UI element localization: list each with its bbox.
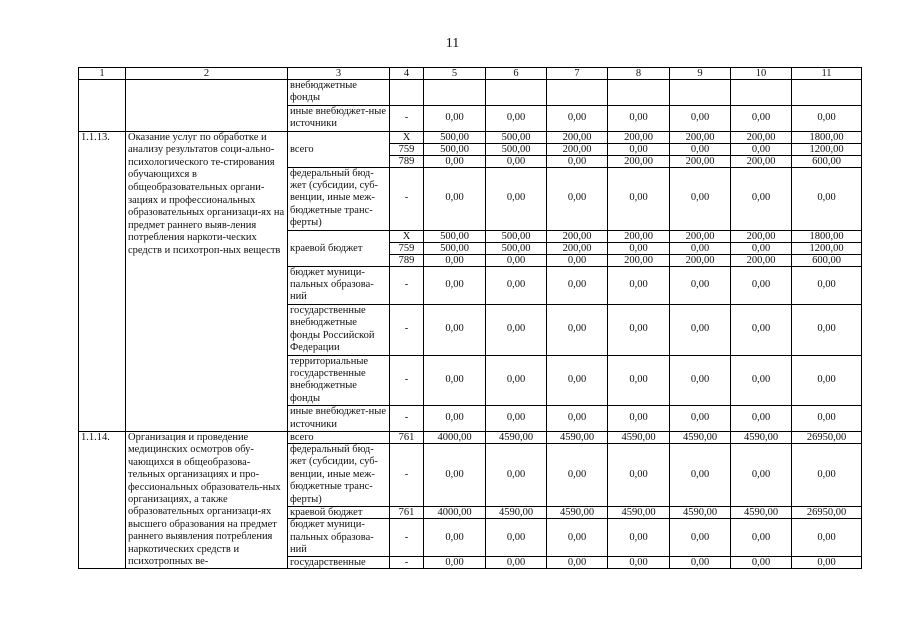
value-cell: 200,00 (547, 131, 608, 143)
value-cell: 0,00 (547, 155, 608, 167)
funding-source: иные внебюджет-ные источники (288, 105, 390, 131)
funding-source: иные внебюджет-ные источники (288, 406, 390, 432)
row-name: Организация и проведение медицинских осмотров обу-чающихся в общеобразова-тельных организациях и про-фессиональных образователь-ных организациях, а также образовательных организаци-ях высшего образования на предмет раннего выявления потребления наркотических средств и психотропных ве- (126, 431, 288, 568)
value-cell: 0,00 (608, 406, 670, 432)
value-cell: 4000,00 (424, 507, 486, 519)
value-cell: 0,00 (792, 557, 862, 569)
value-cell: 0,00 (608, 304, 670, 355)
value-cell: 0,00 (608, 443, 670, 506)
row-col4: - (390, 557, 424, 569)
value-cell: 200,00 (670, 230, 731, 242)
value-cell: 4590,00 (608, 507, 670, 519)
value-cell: 0,00 (670, 406, 731, 432)
value-cell: 26950,00 (792, 431, 862, 443)
value-cell: 0,00 (486, 105, 547, 131)
value-cell: 0,00 (792, 105, 862, 131)
row-col4: 761 (390, 507, 424, 519)
value-cell: 0,00 (670, 519, 731, 557)
value-cell: 0,00 (608, 105, 670, 131)
value-cell: 4590,00 (670, 507, 731, 519)
value-cell (608, 80, 670, 106)
value-cell: 200,00 (731, 131, 792, 143)
header-cell: 9 (670, 68, 731, 80)
value-cell: 1200,00 (792, 242, 862, 254)
value-cell: 0,00 (731, 167, 792, 230)
value-cell: 1200,00 (792, 143, 862, 155)
value-cell: 4590,00 (486, 431, 547, 443)
value-cell: 0,00 (547, 519, 608, 557)
value-cell: 0,00 (731, 406, 792, 432)
value-cell: 0,00 (486, 443, 547, 506)
value-cell: 0,00 (424, 266, 486, 304)
value-cell: 0,00 (608, 557, 670, 569)
value-cell: 0,00 (486, 519, 547, 557)
row-code: 1.1.14. (79, 431, 126, 568)
value-cell: 0,00 (486, 167, 547, 230)
value-cell: 0,00 (424, 105, 486, 131)
value-cell: 0,00 (424, 254, 486, 266)
value-cell: 200,00 (670, 155, 731, 167)
funding-source: внебюджетные фонды (288, 80, 390, 106)
value-cell: 200,00 (670, 131, 731, 143)
funding-source: краевой бюджет (288, 230, 390, 266)
funding-source: федеральный бюд-жет (субсидии, суб-венции, иные меж-бюджетные транс-ферты) (288, 443, 390, 506)
row-col4: - (390, 167, 424, 230)
value-cell: 200,00 (670, 254, 731, 266)
page-number: 11 (445, 36, 460, 51)
row-col4: - (390, 105, 424, 131)
value-cell: 200,00 (731, 254, 792, 266)
value-cell: 200,00 (731, 230, 792, 242)
value-cell: 0,00 (792, 167, 862, 230)
value-cell: 0,00 (486, 406, 547, 432)
value-cell: 0,00 (547, 355, 608, 406)
row-col4: - (390, 304, 424, 355)
funding-source: краевой бюджет (288, 507, 390, 519)
row-col4: 761 (390, 431, 424, 443)
value-cell: 200,00 (608, 230, 670, 242)
value-cell: 1800,00 (792, 131, 862, 143)
row-col4: - (390, 266, 424, 304)
value-cell: 0,00 (670, 557, 731, 569)
header-cell: 2 (126, 68, 288, 80)
value-cell: 500,00 (486, 131, 547, 143)
value-cell (547, 80, 608, 106)
header-cell: 4 (390, 68, 424, 80)
value-cell: 500,00 (424, 143, 486, 155)
value-cell: 0,00 (547, 406, 608, 432)
value-cell: 0,00 (424, 443, 486, 506)
value-cell: 0,00 (424, 355, 486, 406)
value-cell: 0,00 (792, 443, 862, 506)
row-name (126, 80, 288, 132)
row-name: Оказание услуг по обработке и анализу результатов соци-ально-психологического те-стирования обучающихся в общеобразовательных органи-зациях и профессиональных образовательных организаци-ях на предмет раннего выяв-ления потребления наркоти-ческих средств и психотроп-ных веществ (126, 131, 288, 431)
value-cell: 0,00 (731, 355, 792, 406)
funding-source: государственные внебюджетные фонды Российской Федерации (288, 304, 390, 355)
table-row (79, 80, 862, 106)
value-cell: 0,00 (608, 355, 670, 406)
header-cell: 7 (547, 68, 608, 80)
value-cell: 500,00 (486, 242, 547, 254)
value-cell: 500,00 (486, 143, 547, 155)
value-cell: 4590,00 (547, 507, 608, 519)
value-cell: 0,00 (731, 304, 792, 355)
row-col4: - (390, 443, 424, 506)
row-col4: 759 (390, 242, 424, 254)
value-cell: 200,00 (547, 242, 608, 254)
value-cell: 0,00 (547, 266, 608, 304)
value-cell: 0,00 (670, 443, 731, 506)
header-cell: 6 (486, 68, 547, 80)
header-cell: 11 (792, 68, 862, 80)
row-code (79, 80, 126, 132)
value-cell: 0,00 (670, 143, 731, 155)
value-cell (731, 80, 792, 106)
value-cell: 500,00 (424, 230, 486, 242)
funding-source: бюджет муници-пальных образова-ний (288, 266, 390, 304)
value-cell: 0,00 (424, 557, 486, 569)
value-cell: 500,00 (486, 230, 547, 242)
value-cell: 0,00 (424, 155, 486, 167)
header-row (79, 68, 862, 80)
value-cell: 26950,00 (792, 507, 862, 519)
row-col4: - (390, 355, 424, 406)
value-cell: 0,00 (670, 167, 731, 230)
funding-source: всего (288, 431, 390, 443)
value-cell (486, 80, 547, 106)
row-col4: - (390, 519, 424, 557)
value-cell: 200,00 (608, 131, 670, 143)
budget-table (78, 67, 862, 569)
value-cell: 0,00 (608, 167, 670, 230)
row-col4 (390, 80, 424, 106)
value-cell: 0,00 (792, 406, 862, 432)
value-cell: 0,00 (486, 304, 547, 355)
value-cell: 0,00 (486, 266, 547, 304)
value-cell: 0,00 (547, 105, 608, 131)
header-cell: 5 (424, 68, 486, 80)
value-cell: 0,00 (731, 443, 792, 506)
value-cell: 0,00 (792, 304, 862, 355)
value-cell: 0,00 (547, 557, 608, 569)
value-cell: 0,00 (547, 443, 608, 506)
funding-source: всего (288, 131, 390, 167)
value-cell: 200,00 (547, 230, 608, 242)
value-cell: 4590,00 (486, 507, 547, 519)
value-cell: 0,00 (424, 519, 486, 557)
header-cell: 3 (288, 68, 390, 80)
row-code: 1.1.13. (79, 131, 126, 431)
value-cell: 0,00 (670, 266, 731, 304)
value-cell: 500,00 (424, 131, 486, 143)
header-cell: 8 (608, 68, 670, 80)
value-cell: 200,00 (608, 254, 670, 266)
value-cell: 0,00 (792, 355, 862, 406)
row-col4: 789 (390, 254, 424, 266)
header-cell: 1 (79, 68, 126, 80)
value-cell: 0,00 (547, 304, 608, 355)
value-cell: 0,00 (731, 557, 792, 569)
value-cell: 0,00 (670, 105, 731, 131)
value-cell: 0,00 (608, 266, 670, 304)
value-cell: 0,00 (670, 355, 731, 406)
value-cell: 4590,00 (731, 431, 792, 443)
value-cell: 600,00 (792, 155, 862, 167)
value-cell: 200,00 (731, 155, 792, 167)
value-cell: 0,00 (486, 355, 547, 406)
value-cell: 4590,00 (608, 431, 670, 443)
value-cell: 0,00 (424, 406, 486, 432)
value-cell: 600,00 (792, 254, 862, 266)
value-cell (424, 80, 486, 106)
value-cell: 0,00 (424, 167, 486, 230)
value-cell: 0,00 (486, 155, 547, 167)
value-cell: 0,00 (608, 143, 670, 155)
value-cell: 0,00 (608, 519, 670, 557)
table-row (79, 131, 862, 143)
value-cell: 0,00 (731, 519, 792, 557)
funding-source: территориальные государственные внебюджетные фонды (288, 355, 390, 406)
value-cell (670, 80, 731, 106)
table-row (79, 431, 862, 443)
value-cell (792, 80, 862, 106)
value-cell: 0,00 (731, 242, 792, 254)
value-cell: 200,00 (608, 155, 670, 167)
value-cell: 0,00 (731, 105, 792, 131)
value-cell: 0,00 (731, 266, 792, 304)
row-col4: 759 (390, 143, 424, 155)
value-cell: 0,00 (670, 242, 731, 254)
value-cell: 4000,00 (424, 431, 486, 443)
value-cell: 200,00 (547, 143, 608, 155)
value-cell: 0,00 (792, 266, 862, 304)
row-col4: - (390, 406, 424, 432)
value-cell: 4590,00 (731, 507, 792, 519)
row-col4: X (390, 131, 424, 143)
value-cell: 4590,00 (547, 431, 608, 443)
value-cell: 0,00 (670, 304, 731, 355)
value-cell: 0,00 (547, 167, 608, 230)
value-cell: 4590,00 (670, 431, 731, 443)
value-cell: 0,00 (424, 304, 486, 355)
value-cell: 1800,00 (792, 230, 862, 242)
header-cell: 10 (731, 68, 792, 80)
value-cell: 500,00 (424, 242, 486, 254)
value-cell: 0,00 (486, 557, 547, 569)
value-cell: 0,00 (486, 254, 547, 266)
funding-source: бюджет муници-пальных образова-ний (288, 519, 390, 557)
value-cell: 0,00 (547, 254, 608, 266)
row-col4: 789 (390, 155, 424, 167)
funding-source: государственные (288, 557, 390, 569)
row-col4: X (390, 230, 424, 242)
funding-source: федеральный бюд-жет (субсидии, суб-венции, иные меж-бюджетные транс-ферты) (288, 167, 390, 230)
value-cell: 0,00 (731, 143, 792, 155)
value-cell: 0,00 (792, 519, 862, 557)
value-cell: 0,00 (608, 242, 670, 254)
